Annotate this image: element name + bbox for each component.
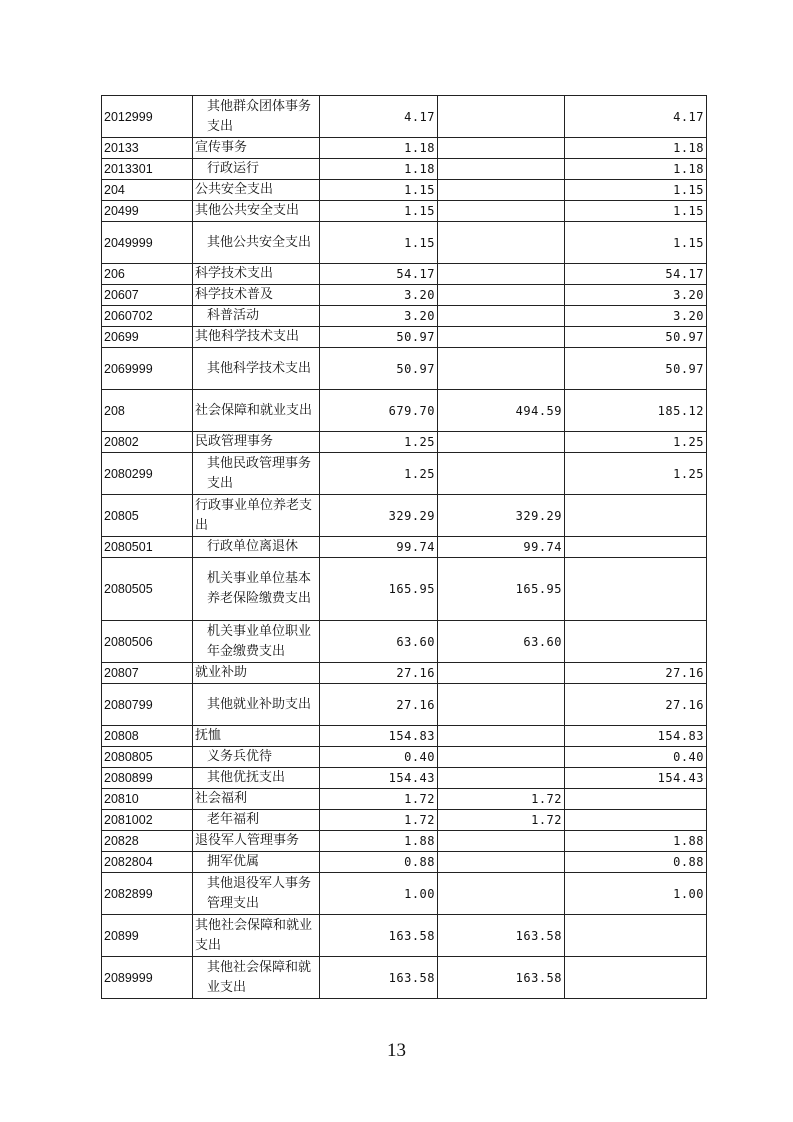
table-row — [102, 348, 707, 390]
row-code: 20607 — [102, 285, 193, 306]
row-basic-amount — [438, 768, 565, 789]
row-name: 其他退役军人事务管理支出 — [193, 873, 320, 915]
row-total-amount: 1.72 — [320, 789, 438, 810]
row-name: 其他科学技术支出 — [193, 327, 320, 348]
row-basic-amount — [438, 726, 565, 747]
table-row — [102, 852, 707, 873]
row-project-amount: 185.12 — [565, 390, 707, 432]
row-total-amount: 154.43 — [320, 768, 438, 789]
row-name: 义务兵优待 — [193, 747, 320, 768]
row-basic-amount: 63.60 — [438, 621, 565, 663]
row-basic-amount — [438, 180, 565, 201]
row-basic-amount — [438, 831, 565, 852]
row-code: 2049999 — [102, 222, 193, 264]
row-code: 208 — [102, 390, 193, 432]
row-code: 204 — [102, 180, 193, 201]
row-name: 其他社会保障和就业支出 — [193, 915, 320, 957]
table-row — [102, 537, 707, 558]
row-code: 2089999 — [102, 957, 193, 999]
row-basic-amount — [438, 201, 565, 222]
row-code: 20810 — [102, 789, 193, 810]
row-project-amount — [565, 915, 707, 957]
table-row — [102, 789, 707, 810]
row-project-amount: 3.20 — [565, 306, 707, 327]
row-total-amount: 27.16 — [320, 663, 438, 684]
table-row — [102, 390, 707, 432]
row-project-amount: 1.25 — [565, 453, 707, 495]
row-project-amount: 1.18 — [565, 159, 707, 180]
row-project-amount: 154.43 — [565, 768, 707, 789]
row-code: 20133 — [102, 138, 193, 159]
row-basic-amount — [438, 327, 565, 348]
row-project-amount: 1.15 — [565, 201, 707, 222]
row-basic-amount: 329.29 — [438, 495, 565, 537]
row-name: 老年福利 — [193, 810, 320, 831]
row-project-amount: 1.15 — [565, 222, 707, 264]
row-project-amount: 27.16 — [565, 663, 707, 684]
row-total-amount: 0.88 — [320, 852, 438, 873]
table-row — [102, 306, 707, 327]
row-project-amount — [565, 537, 707, 558]
row-code: 2080899 — [102, 768, 193, 789]
row-project-amount: 1.18 — [565, 138, 707, 159]
row-total-amount: 1.25 — [320, 453, 438, 495]
row-project-amount — [565, 558, 707, 621]
row-code: 2081002 — [102, 810, 193, 831]
row-basic-amount — [438, 663, 565, 684]
row-total-amount: 163.58 — [320, 957, 438, 999]
table-row — [102, 873, 707, 915]
row-code: 20807 — [102, 663, 193, 684]
row-name: 其他就业补助支出 — [193, 684, 320, 726]
table-row — [102, 684, 707, 726]
row-basic-amount — [438, 453, 565, 495]
row-code: 206 — [102, 264, 193, 285]
row-name: 机关事业单位职业年金缴费支出 — [193, 621, 320, 663]
row-total-amount: 4.17 — [320, 96, 438, 138]
row-basic-amount — [438, 138, 565, 159]
row-name: 民政管理事务 — [193, 432, 320, 453]
row-project-amount: 50.97 — [565, 327, 707, 348]
row-code: 20805 — [102, 495, 193, 537]
table-row — [102, 558, 707, 621]
row-name: 其他优抚支出 — [193, 768, 320, 789]
row-total-amount: 329.29 — [320, 495, 438, 537]
row-basic-amount: 165.95 — [438, 558, 565, 621]
row-name: 退役军人管理事务 — [193, 831, 320, 852]
row-code: 20499 — [102, 201, 193, 222]
row-project-amount: 27.16 — [565, 684, 707, 726]
row-basic-amount: 1.72 — [438, 810, 565, 831]
row-project-amount: 154.83 — [565, 726, 707, 747]
row-name: 拥军优属 — [193, 852, 320, 873]
row-total-amount: 50.97 — [320, 327, 438, 348]
row-name: 社会福利 — [193, 789, 320, 810]
table-row — [102, 222, 707, 264]
table-row — [102, 810, 707, 831]
row-code: 20699 — [102, 327, 193, 348]
row-basic-amount: 163.58 — [438, 915, 565, 957]
row-basic-amount — [438, 159, 565, 180]
row-basic-amount: 99.74 — [438, 537, 565, 558]
row-total-amount: 1.25 — [320, 432, 438, 453]
table-row — [102, 621, 707, 663]
row-code: 2080799 — [102, 684, 193, 726]
table-row — [102, 726, 707, 747]
row-basic-amount — [438, 348, 565, 390]
row-basic-amount — [438, 747, 565, 768]
row-total-amount: 1.72 — [320, 810, 438, 831]
row-project-amount — [565, 495, 707, 537]
row-total-amount: 154.83 — [320, 726, 438, 747]
table-row — [102, 159, 707, 180]
row-total-amount: 1.18 — [320, 159, 438, 180]
row-name: 机关事业单位基本养老保险缴费支出 — [193, 558, 320, 621]
row-code: 20808 — [102, 726, 193, 747]
row-code: 20899 — [102, 915, 193, 957]
row-code: 2080805 — [102, 747, 193, 768]
row-total-amount: 3.20 — [320, 285, 438, 306]
row-basic-amount: 494.59 — [438, 390, 565, 432]
row-project-amount: 1.15 — [565, 180, 707, 201]
row-basic-amount — [438, 264, 565, 285]
row-basic-amount — [438, 432, 565, 453]
row-project-amount: 1.88 — [565, 831, 707, 852]
table-row — [102, 432, 707, 453]
table-row — [102, 138, 707, 159]
row-total-amount: 165.95 — [320, 558, 438, 621]
table-row — [102, 285, 707, 306]
row-project-amount: 1.00 — [565, 873, 707, 915]
row-total-amount: 679.70 — [320, 390, 438, 432]
table-row — [102, 96, 707, 138]
row-total-amount: 54.17 — [320, 264, 438, 285]
row-project-amount — [565, 957, 707, 999]
row-code: 2080505 — [102, 558, 193, 621]
row-basic-amount — [438, 306, 565, 327]
row-name: 行政单位离退休 — [193, 537, 320, 558]
row-basic-amount — [438, 96, 565, 138]
row-project-amount — [565, 621, 707, 663]
row-name: 其他公共安全支出 — [193, 201, 320, 222]
row-total-amount: 1.15 — [320, 222, 438, 264]
row-code: 2069999 — [102, 348, 193, 390]
row-code: 20802 — [102, 432, 193, 453]
row-name: 其他群众团体事务支出 — [193, 96, 320, 138]
row-name: 宣传事务 — [193, 138, 320, 159]
row-code: 2082899 — [102, 873, 193, 915]
row-total-amount: 1.00 — [320, 873, 438, 915]
table-row — [102, 747, 707, 768]
row-total-amount: 1.18 — [320, 138, 438, 159]
row-name: 科学技术普及 — [193, 285, 320, 306]
row-total-amount: 163.58 — [320, 915, 438, 957]
table-row — [102, 663, 707, 684]
page-number: 13 — [387, 1040, 406, 1061]
row-code: 2082804 — [102, 852, 193, 873]
row-name: 科普活动 — [193, 306, 320, 327]
row-basic-amount — [438, 285, 565, 306]
row-basic-amount — [438, 684, 565, 726]
row-name: 抚恤 — [193, 726, 320, 747]
row-name: 就业补助 — [193, 663, 320, 684]
row-basic-amount: 1.72 — [438, 789, 565, 810]
row-total-amount: 3.20 — [320, 306, 438, 327]
row-project-amount: 0.88 — [565, 852, 707, 873]
row-code: 2012999 — [102, 96, 193, 138]
row-code: 2080299 — [102, 453, 193, 495]
row-name: 其他科学技术支出 — [193, 348, 320, 390]
row-name: 其他民政管理事务支出 — [193, 453, 320, 495]
table-row — [102, 201, 707, 222]
row-total-amount: 63.60 — [320, 621, 438, 663]
row-code: 2080506 — [102, 621, 193, 663]
table-row — [102, 957, 707, 999]
row-name: 其他社会保障和就业支出 — [193, 957, 320, 999]
row-code: 20828 — [102, 831, 193, 852]
row-name: 社会保障和就业支出 — [193, 390, 320, 432]
table-row — [102, 327, 707, 348]
table-row — [102, 831, 707, 852]
row-basic-amount: 163.58 — [438, 957, 565, 999]
row-total-amount: 1.15 — [320, 201, 438, 222]
row-project-amount: 4.17 — [565, 96, 707, 138]
row-total-amount: 99.74 — [320, 537, 438, 558]
table-row — [102, 180, 707, 201]
row-code: 2013301 — [102, 159, 193, 180]
row-basic-amount — [438, 852, 565, 873]
row-total-amount: 1.88 — [320, 831, 438, 852]
table-body — [102, 96, 707, 999]
table-row — [102, 495, 707, 537]
row-total-amount: 27.16 — [320, 684, 438, 726]
table-row — [102, 264, 707, 285]
expenditure-table — [101, 95, 707, 999]
table-row — [102, 768, 707, 789]
row-project-amount: 0.40 — [565, 747, 707, 768]
row-basic-amount — [438, 222, 565, 264]
row-code: 2080501 — [102, 537, 193, 558]
row-project-amount: 3.20 — [565, 285, 707, 306]
table-row — [102, 453, 707, 495]
row-basic-amount — [438, 873, 565, 915]
row-name: 行政事业单位养老支出 — [193, 495, 320, 537]
row-name: 科学技术支出 — [193, 264, 320, 285]
row-code: 2060702 — [102, 306, 193, 327]
row-name: 其他公共安全支出 — [193, 222, 320, 264]
row-total-amount: 50.97 — [320, 348, 438, 390]
row-project-amount — [565, 810, 707, 831]
row-project-amount — [565, 789, 707, 810]
row-total-amount: 1.15 — [320, 180, 438, 201]
row-project-amount: 54.17 — [565, 264, 707, 285]
row-name: 行政运行 — [193, 159, 320, 180]
row-total-amount: 0.40 — [320, 747, 438, 768]
row-name: 公共安全支出 — [193, 180, 320, 201]
row-project-amount: 1.25 — [565, 432, 707, 453]
table-row — [102, 915, 707, 957]
row-project-amount: 50.97 — [565, 348, 707, 390]
